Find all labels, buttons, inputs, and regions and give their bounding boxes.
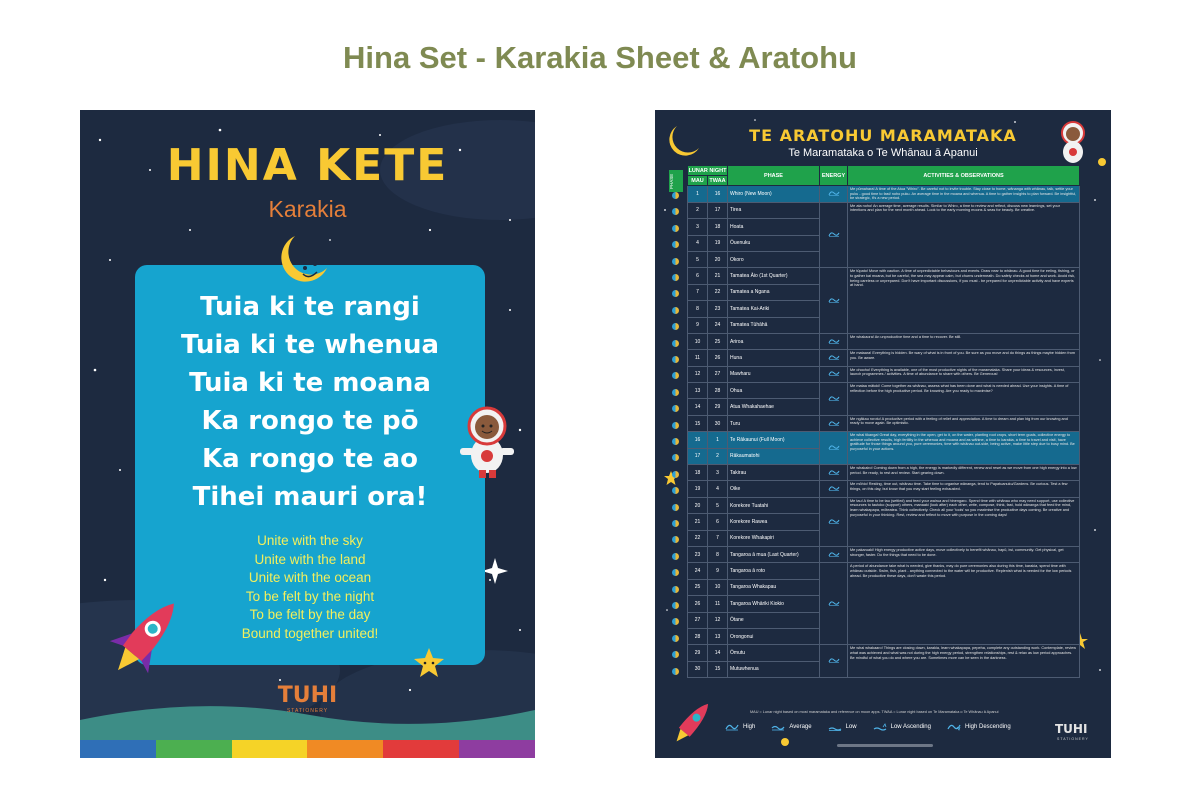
phase-name-cell: Tangaroa ā roto <box>728 563 820 579</box>
table-row <box>688 415 1080 431</box>
table-row <box>688 366 1080 382</box>
mau-cell: 16 <box>688 432 708 448</box>
page-title: Hina Set - Karakia Sheet & Aratohu <box>343 40 857 75</box>
wave-high-descending-icon <box>947 723 961 731</box>
table-row <box>688 465 1080 481</box>
mau-cell: 21 <box>688 514 708 530</box>
table-footnote: MAU = Lunar night based on most maramataka and reference on moon apps. TWAA = Lunar night based on Te Maramataka o Te Whānau ā Apanui <box>750 710 999 714</box>
mau-cell: 13 <box>688 383 708 399</box>
phase-name-cell: Tangaroa ā mua (Last Quarter) <box>728 546 820 562</box>
table-row <box>688 186 1080 203</box>
energy-cell <box>820 481 848 497</box>
mau-cell: 11 <box>688 350 708 366</box>
moon-phase-dot <box>672 668 679 675</box>
phase-name-cell: Tirea <box>728 202 820 218</box>
mau-cell: 20 <box>688 497 708 513</box>
energy-cell <box>820 202 848 268</box>
wave-icon <box>828 190 840 196</box>
moon-phase-dot <box>672 258 679 265</box>
energy-cell <box>820 497 848 546</box>
tuhi-logo-tagline: STATIONERY <box>286 708 329 714</box>
phase-name-cell: Tamatea Āio (1st Quarter) <box>728 268 820 284</box>
mau-cell: 10 <box>688 333 708 349</box>
wave-icon <box>828 297 840 303</box>
moon-phase-dot <box>672 356 679 363</box>
karakia-line: Tuia ki te rangi <box>200 292 420 322</box>
twaa-cell: 7 <box>708 530 728 546</box>
table-row <box>688 563 1080 579</box>
moon-phase-dot <box>672 438 679 445</box>
observation-cell: Me ngākau rorotu! A productive period with a feeling of relief and appreciation. A time to dream and plan big from our knowing and ready to move again. Be optimistic. <box>848 415 1080 431</box>
mau-cell: 9 <box>688 317 708 333</box>
moon-phase-dot <box>672 553 679 560</box>
table-row <box>688 333 1080 349</box>
tuhi-logo: TUHI <box>1055 722 1088 736</box>
twaa-cell: 17 <box>708 202 728 218</box>
phase-name-cell: Tangaroa Whāriki Kiokio <box>728 596 820 612</box>
mau-cell: 27 <box>688 612 708 628</box>
mau-cell: 4 <box>688 235 708 251</box>
phase-name-cell: Turu <box>728 415 820 431</box>
twaa-cell: 5 <box>708 497 728 513</box>
moon-phase-dot <box>672 602 679 609</box>
phase-name-cell: Ohua <box>728 383 820 399</box>
energy-cell <box>820 366 848 382</box>
twaa-cell: 9 <box>708 563 728 579</box>
mau-cell: 19 <box>688 481 708 497</box>
karakia-line: Tihei mauri ora! <box>192 482 428 512</box>
wave-icon <box>828 395 840 401</box>
observation-cell: Me tau! A time to be tau (settled) and feed your wairua and hinengaro. Spend time with whānau who may need support, use collective resources to tautoko (support) others, manaaki (look after) each other, write, compose, think, fast, hold wānanga that feed the mind, learn whakapapa, mōteatea. Think collectively. Check all your 'tools' so you maximise the productive days coming. Be creative and purposeful in your thinking. Rest, review and reflect to move with purpose in the coming days! <box>848 497 1080 546</box>
phase-header: PHASE <box>728 166 820 186</box>
karakia-line: Ka rongo te pō <box>201 406 419 436</box>
energy-cell <box>820 465 848 481</box>
aratohu-subtitle: Te Maramataka o Te Whānau ā Apanui <box>788 147 978 159</box>
karakia-title: HINA KETE <box>166 140 449 191</box>
mau-cell: 18 <box>688 465 708 481</box>
table-row <box>688 481 1080 497</box>
rainbow-segment <box>232 740 308 758</box>
observation-cell: Me mataa mātoki! Come together as whānau, assess what has been done and what is needed ahead. Use your insights. A time of reflection before the high productive period. Be knowing. Are you ready to maximise? <box>848 383 1080 416</box>
rocket-icon <box>100 588 190 688</box>
legend-item <box>828 723 857 731</box>
wave-icon <box>828 600 840 606</box>
observation-cell: Me whakairo! Coming down from a high, the energy is markedly different, renew and reset as we move from one high energy into a low period. Be ready, to rest and review. Start gearing down. <box>848 465 1080 481</box>
energy-cell <box>820 383 848 416</box>
moon-phase-dot <box>672 520 679 527</box>
phase-name-cell: Takirau <box>728 465 820 481</box>
activities-header: ACTIVITIES & OBSERVATIONS <box>848 166 1080 186</box>
translation-line: Bound together united! <box>241 625 379 641</box>
energy-legend <box>725 723 1011 731</box>
observation-cell: Me whai whakaaro! Things are closing down, karakia, learn whakapapa, pepeha, complete any outstanding work. Contemplate, review what was achieved and what was not during the high energy period, strengthen relationships, rest & relax as low period approaches. Be mindful of what you do and where you are. Sometimes more can be seen in the darkness. <box>848 645 1080 678</box>
twaa-cell: 16 <box>708 186 728 203</box>
observation-cell: Me pūmahara! A time of the Atua "Whiro". Be careful not to invite trouble. Stay close to home, wānanga with whānau, talk, settle your puku - good time to fast/ noho puku. An average time in the moana and whenua. A time to gather insights to plan forward. Be insightful, be strategic, it's a new period. <box>848 186 1080 203</box>
mau-cell: 23 <box>688 546 708 562</box>
lunar-night-header: LUNAR NIGHT <box>688 167 727 174</box>
star-icon <box>412 646 446 680</box>
mau-cell: 15 <box>688 415 708 431</box>
energy-cell <box>820 546 848 562</box>
wave-icon <box>828 485 840 491</box>
phase-name-cell: Whiro (New Moon) <box>728 186 820 203</box>
mau-cell: 25 <box>688 579 708 595</box>
phase-name-cell: Mawharu <box>728 366 820 382</box>
wave-icon <box>828 469 840 475</box>
twaa-cell: 14 <box>708 645 728 661</box>
phase-name-cell: Hoata <box>728 219 820 235</box>
twaa-cell: 2 <box>708 448 728 464</box>
phase-name-cell: Ōtane <box>728 612 820 628</box>
twaa-cell: 22 <box>708 284 728 300</box>
mau-cell: 26 <box>688 596 708 612</box>
moon-icon <box>275 228 335 288</box>
phase-name-cell: Okoro <box>728 251 820 267</box>
table-row <box>688 497 1080 513</box>
legend-item <box>771 723 811 731</box>
karakia-line: Tuia ki te moana <box>189 368 431 398</box>
moon-phase-dot <box>672 586 679 593</box>
phase-name-cell: Tangaroa Whakapau <box>728 579 820 595</box>
moon-phase-dot <box>672 274 679 281</box>
twaa-cell: 19 <box>708 235 728 251</box>
phase-name-cell: Huna <box>728 350 820 366</box>
moon-phase-dot <box>672 225 679 232</box>
legend-item <box>725 723 755 731</box>
aratohu-sheet <box>655 110 1111 758</box>
legend-label: Low Ascending <box>890 724 931 730</box>
phase-name-cell: Te Rākaunui (Full Moon) <box>728 432 820 448</box>
energy-cell <box>820 350 848 366</box>
observation-cell: Me whai tikanga! Great day, everything in the open, get to it, on the water, planting root crops, short term goals, collective energy to achieve collective results, high fertility in the whenua and moana and as wāhine, a time to karakia, a time to travel and visit, have gratitude for those things around you, pure ceremonies, time with whānau out-side, being active, make little step due to busy mind. Be purposeful in your actions. <box>848 432 1080 465</box>
translation-line: To be felt by the night <box>245 588 375 604</box>
observation-cell: Me ohooho! Everything is available, one of the most productive nights of the maramataka. Share your ideas & resources, invest, launch programmes / activities. A time of abundance to share with others. Be Generous! <box>848 366 1080 382</box>
twaa-cell: 13 <box>708 628 728 644</box>
moon-phase-dot <box>672 192 679 199</box>
mau-cell: 22 <box>688 530 708 546</box>
translation-line: Unite with the sky <box>257 533 363 548</box>
table-row <box>688 645 1080 661</box>
astronaut-icon <box>452 400 522 480</box>
karakia-lines <box>135 288 485 516</box>
table-row <box>688 383 1080 399</box>
mau-cell: 6 <box>688 268 708 284</box>
translation-line: Unite with the ocean <box>248 570 372 585</box>
phase-name-cell: Orongonui <box>728 628 820 644</box>
mau-cell: 5 <box>688 251 708 267</box>
wave-high-icon <box>725 723 739 731</box>
phase-name-cell: Ōmutu <box>728 645 820 661</box>
mau-cell: 17 <box>688 448 708 464</box>
twaa-cell: 4 <box>708 481 728 497</box>
legend-label: High Descending <box>964 724 1011 730</box>
phase-name-cell: Tamatea Kai-Ariki <box>728 301 820 317</box>
phase-column-header: PHASE <box>669 170 683 192</box>
twaa-cell: 20 <box>708 251 728 267</box>
karakia-line: Ka rongo te ao <box>202 444 418 474</box>
mau-cell: 12 <box>688 366 708 382</box>
twaa-cell: 18 <box>708 219 728 235</box>
legend-label: High <box>743 724 756 730</box>
wave-icon <box>828 354 840 360</box>
mau-cell: 29 <box>688 645 708 661</box>
twaa-cell: 6 <box>708 514 728 530</box>
observation-cell: Me mataara! Everything is hidden. Be wary of what is in front of you. Be sure as you move and do things as things maybe hidden from you. Be aware. <box>848 350 1080 366</box>
energy-cell <box>820 268 848 334</box>
legend-item <box>873 723 931 731</box>
wave-icon <box>828 444 840 450</box>
mau-cell: 30 <box>688 661 708 677</box>
twaa-cell: 29 <box>708 399 728 415</box>
mau-cell: 2 <box>688 202 708 218</box>
mau-cell: 1 <box>688 186 708 203</box>
rainbow-segment <box>307 740 383 758</box>
legend-label: Low <box>845 724 857 730</box>
twaa-cell: 28 <box>708 383 728 399</box>
phase-name-cell: Oike <box>728 481 820 497</box>
translation-line: Unite with the land <box>254 551 366 567</box>
moon-phase-dot <box>672 504 679 511</box>
observation-cell: Me ata noho! An average time, average results. Similar to Whiro, a time to review and reflect, discuss new learnings, set your intentions and plan for the next month ahead. Look to the early morning moons & seas for beauty. Be creative. <box>848 202 1080 268</box>
karakia-subtitle: Karakia <box>268 196 347 222</box>
moon-phase-dot <box>672 471 679 478</box>
twaa-cell: 24 <box>708 317 728 333</box>
moon-phase-dot <box>672 389 679 396</box>
tuhi-logo-tagline: STATIONERY <box>1057 737 1089 741</box>
energy-cell <box>820 563 848 645</box>
moon-phase-dot <box>672 307 679 314</box>
mau-header: MAU <box>688 176 708 186</box>
energy-cell <box>820 645 848 678</box>
wave-icon <box>828 370 840 376</box>
mau-cell: 3 <box>688 219 708 235</box>
twaa-cell: 11 <box>708 596 728 612</box>
mau-cell: 14 <box>688 399 708 415</box>
twaa-cell: 25 <box>708 333 728 349</box>
scroll-indicator[interactable] <box>837 744 933 747</box>
table-row <box>688 202 1080 218</box>
moon-phase-dot <box>672 635 679 642</box>
karakia-sheet <box>80 110 535 758</box>
phase-name-cell: Korekore Tuatahi <box>728 497 820 513</box>
twaa-cell: 21 <box>708 268 728 284</box>
rocket-icon <box>667 695 717 750</box>
twaa-header: TWAA <box>709 177 726 184</box>
twaa-cell: 23 <box>708 301 728 317</box>
wave-icon <box>828 518 840 524</box>
observation-cell: Me mōhio! Resting, time out, whānau time. Take time to organise wānanga, tend to Papatuanuku/Gardens. Be curious. Test a few things, on this day, but know that you may start feeling exhausted. <box>848 481 1080 497</box>
twaa-cell: 15 <box>708 661 728 677</box>
twaa-cell: 30 <box>708 415 728 431</box>
karakia-line: Tuia ki te whenua <box>181 330 439 360</box>
observation-cell: Me tūpato! Move with caution. A time of unpredictable behaviours and events. Draw near to whānau. A good time for eeling, fishing, or to gather kai moana, but be careful, the sea may appear calm, but churns underneath. Do safety checks at home and work. Avoid risk, being careless or unprepared. Don't have important discussions, if you must - be prepared for unpredictable activity and have experts at hand. <box>848 268 1080 334</box>
energy-cell <box>820 432 848 465</box>
twaa-cell: 26 <box>708 350 728 366</box>
moon-phase-dot <box>672 422 679 429</box>
phase-name-cell: Tamatea a Ngana <box>728 284 820 300</box>
observation-cell: A period of abundance take what is needed, give thanks, may do pure ceremonies also during this time, karakia, spend time with whānau outside. Swim, fish, plant - anything connected to the water will be productive. Replenish what is needed for the low periods ahead. Be productive these days, don't waste this period. <box>848 563 1080 645</box>
table-row <box>688 268 1080 284</box>
legend-item <box>947 723 1011 731</box>
twaa-cell: 1 <box>708 432 728 448</box>
wave-low-ascending-icon <box>873 723 887 731</box>
rainbow-segment <box>156 740 232 758</box>
wave-icon <box>828 657 840 663</box>
observation-cell: Me whakaora! An unproductive time and a time to recover. Be still. <box>848 333 1080 349</box>
legend-label: Average <box>789 724 812 730</box>
table-row <box>688 546 1080 562</box>
mau-cell: 24 <box>688 563 708 579</box>
wave-icon <box>828 338 840 344</box>
twaa-cell: 10 <box>708 579 728 595</box>
rainbow-segment <box>383 740 459 758</box>
phase-name-cell: Ariroa <box>728 333 820 349</box>
phase-name-cell: Mutuwhenua <box>728 661 820 677</box>
observation-cell: Me pakaruaki! High energy productive active days, move collectively to benefit whānau, hapū, iwi, community. Get physical, get stronger, faster. Do the things that need to be done. <box>848 546 1080 562</box>
table-row <box>688 432 1080 448</box>
maramataka-table-body <box>688 186 1080 678</box>
rainbow-segment <box>80 740 156 758</box>
phase-name-cell: Atua Whakahaehae <box>728 399 820 415</box>
phase-name-cell: Tamatea Tūhāhā <box>728 317 820 333</box>
energy-cell <box>820 186 848 203</box>
phase-name-cell: Korekore Rawea <box>728 514 820 530</box>
tuhi-logo: TUHI <box>277 683 338 708</box>
aratohu-title: TE ARATOHU MARAMATAKA <box>749 126 1017 145</box>
rainbow-strip <box>80 740 535 758</box>
table-row <box>688 350 1080 366</box>
mau-cell: 28 <box>688 628 708 644</box>
energy-cell <box>820 415 848 431</box>
twaa-cell: 3 <box>708 465 728 481</box>
wave-low-icon <box>828 723 842 731</box>
twaa-cell: 8 <box>708 546 728 562</box>
energy-header: ENERGY <box>820 166 848 186</box>
wave-icon <box>828 420 840 426</box>
moon-phase-dot <box>672 340 679 347</box>
energy-cell <box>820 333 848 349</box>
mau-cell: 8 <box>688 301 708 317</box>
wave-average-icon <box>771 723 785 731</box>
wave-icon <box>828 231 840 237</box>
mau-cell: 7 <box>688 284 708 300</box>
phase-name-cell: Korekore Whakapiri <box>728 530 820 546</box>
phase-name-cell: Ōuenuku <box>728 235 820 251</box>
wave-icon <box>828 551 840 557</box>
twaa-cell: 27 <box>708 366 728 382</box>
phase-name-cell: Rākaumatohi <box>728 448 820 464</box>
translation-line: To be felt by the day <box>249 607 371 622</box>
rainbow-segment <box>459 740 535 758</box>
maramataka-table <box>687 165 1080 678</box>
twaa-cell: 12 <box>708 612 728 628</box>
